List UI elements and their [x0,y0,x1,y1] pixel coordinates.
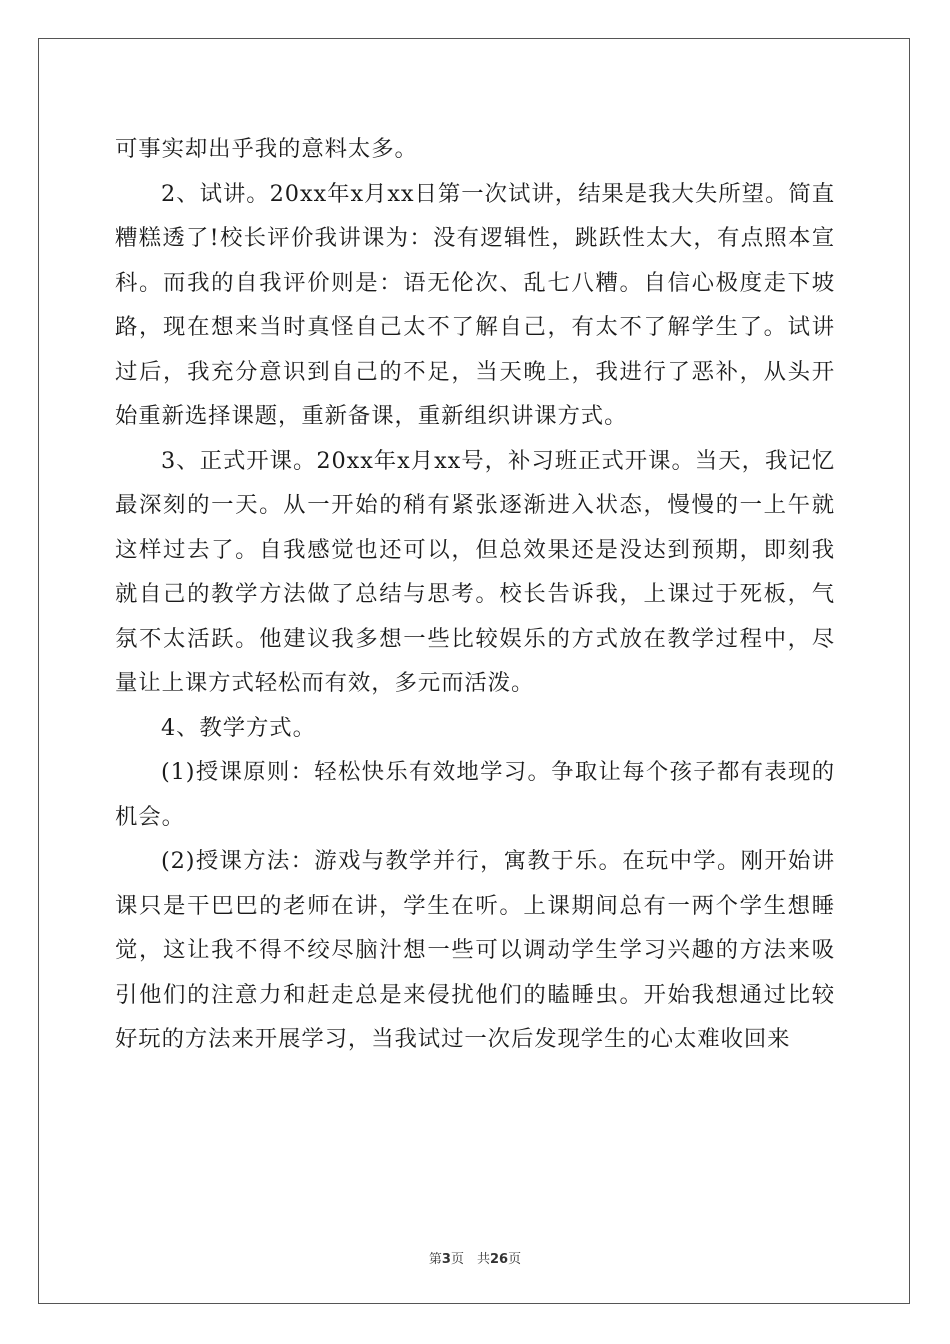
paragraph-teaching-approach: (2)授课方法：游戏与教学并行，寓教于乐。在玩中学。刚开始讲课只是干巴巴的老师在讲，学生在听。上课期间总有一两个学生想睡觉，这让我不得不绞尽脑汁想一些可以调动学生学习兴趣的方法来吸引他们的注意力和赶走总是来侵扰他们的瞌睡虫。开始我想通过比较好玩的方法来开展学习，当我试过一次后发现学生的心太难收回来 [115,848,835,1052]
paragraph-teaching-method-heading: 4、教学方式。 [161,714,316,741]
paragraph-formal-class: 3、正式开课。20xx年x月xx号，补习班正式开课。当天，我记忆最深刻的一天。从一开始的稍有紧张逐渐进入状态，慢慢的一上午就这样过去了。自我感觉也还可以，但总效果还是没达到预期，即刻我就自己的教学方法做了总结与思考。校长告诉我，上课过于死板，气氛不太活跃。他建议我多想一些比较娱乐的方式放在教学过程中，尽量让上课方式轻松而有效，多元而活泼。 [115,447,835,696]
page-mid: 页 共 [450,1252,490,1267]
paragraph-teaching-principle: (1)授课原则：轻松快乐有效地学习。争取让每个孩子都有表现的机会。 [115,759,835,830]
current-page-number: 3 [441,1252,451,1267]
paragraph-trial-lecture: 2、试讲。20xx年x月xx日第一次试讲，结果是我大失所望。简直糟糕透了!校长评价我讲课为：没有逻辑性，跳跃性太大，有点照本宣科。而我的自我评价则是：语无伦次、乱七八糟。自信心极度走下坡路，现在想来当时真怪自己太不了解自己，有太不了解学生了。试讲过后，我充分意识到自己的不足，当天晚上，我进行了恶补，从头开始重新选择课题，重新备课，重新组织讲课方式。 [115,180,835,429]
total-page-count: 26 [489,1252,509,1267]
page-suffix: 页 [508,1252,522,1267]
document-body [115,127,835,1062]
paragraph-continuation: 可事实却出乎我的意料太多。 [115,136,418,162]
page-number-footer [0,1248,950,1267]
page-prefix: 第 [428,1252,442,1267]
